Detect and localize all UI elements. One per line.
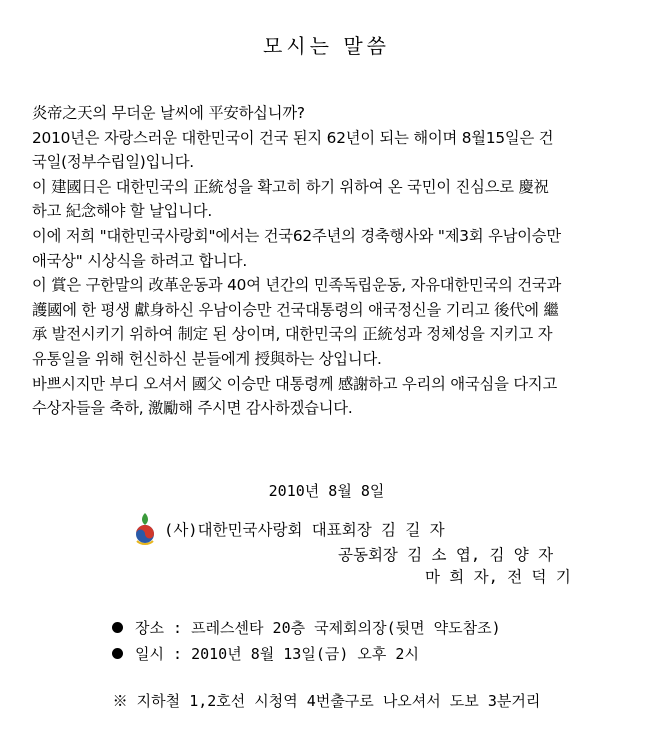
body-line: 이에 저희 "대한민국사랑회"에서는 건국62주년의 경축행사와 "제3회 우남이승만	[32, 226, 561, 245]
time-value: 2010년 8월 13일(금) 오후 2시	[191, 645, 419, 663]
bullet-icon	[112, 648, 123, 659]
body-line: 이 建國日은 대한민국의 正統성을 확고히 하기 위하여 온 국민이 진심으로 慶祝	[32, 177, 549, 196]
body-line: 국일(정부수립일)입니다.	[32, 153, 194, 172]
body-line: 애국상" 시상식을 하려고 합니다.	[32, 251, 247, 270]
body-line: 護國에 한 평생 獻身하신 우남이승만 건국대통령의 애국정신을 기리고 後代에 繼	[32, 300, 559, 319]
directions-note: ※ 지하철 1,2호선 시청역 4번출구로 나오셔서 도보 3분거리	[112, 692, 541, 710]
bullet-icon	[112, 622, 123, 633]
org-name: (사)대한민국사랑회	[164, 521, 303, 539]
body-line: 바쁘시지만 부디 오셔서 國父 이승만 대통령께 感謝하고 우리의 애국심을 다지고	[32, 374, 558, 393]
signer-names: 마 희 자, 전 덕 기	[425, 568, 571, 586]
body-line: 이 賞은 구한말의 改革운동과 40여 년간의 민족독립운동, 자유대한민국의 건국과	[32, 276, 562, 295]
signer-role: 대표회장	[311, 521, 372, 539]
signature-line-1	[164, 518, 445, 540]
place-label: 장소	[135, 619, 164, 637]
signer-role: 공동회장	[338, 546, 398, 564]
invitation-body	[32, 101, 628, 421]
body-line: 수상자들을 축하, 激勵해 주시면 감사하겠습니다.	[32, 399, 353, 418]
time-row: 일시 : 2010년 8월 13일(금) 오후 2시	[112, 643, 419, 664]
place-value: 프레스센타 20층 국제회의장(뒷면 약도참조)	[191, 619, 501, 637]
body-line: 炎帝之天의 무더운 날씨에 平安하십니까?	[32, 104, 305, 122]
body-line: 하고 紀念해야 할 날입니다.	[32, 202, 213, 221]
signer-name: 김 길 자	[381, 521, 445, 539]
org-logo-icon	[132, 511, 158, 545]
signature-line-3	[425, 565, 571, 587]
time-label: 일시	[135, 645, 164, 663]
place-row: 장소 : 프레스센타 20층 국제회의장(뒷면 약도참조)	[112, 617, 501, 638]
body-line: 2010년은 자랑스러운 대한민국이 건국 된지 62년이 되는 해이며 8월15일은 건	[32, 128, 554, 147]
letter-date: 2010년 8월 8일	[268, 482, 385, 500]
body-line: 유통일을 위해 헌신하신 분들에게 授與하는 상입니다.	[32, 349, 382, 368]
page-title: 모시는 말씀	[263, 34, 390, 58]
body-line: 承 발전시키기 위하여 制定 된 상이며, 대한민국의 正統성과 정체성을 지키고 자	[32, 325, 553, 344]
signer-names: 김 소 엽, 김 양 자	[407, 546, 554, 564]
signature-line-2	[338, 543, 553, 565]
